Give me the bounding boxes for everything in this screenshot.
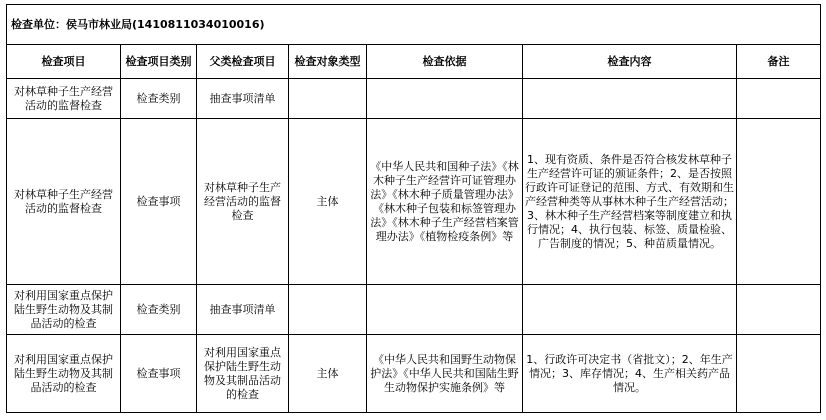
header-item: 检查项目: [7, 45, 121, 79]
cell-parent: 对林草种子生产经营活动的监督检查: [197, 119, 289, 285]
cell-item: 对利用国家重点保护陆生野生动物及其制品活动的检查: [7, 335, 121, 413]
cell-item: 对林草种子生产经营活动的监督检查: [7, 79, 121, 119]
inspection-table: [6, 4, 821, 413]
table-row: [7, 285, 821, 335]
cell-basis: 《中华人民共和国野生动物保护法》《中华人民共和国陆生野生动物保护实施条例》等: [367, 335, 523, 413]
cell-basis: [367, 79, 523, 119]
cell-object-type: 主体: [289, 335, 367, 413]
cell-object-type: [289, 79, 367, 119]
header-object-type: 检查对象类型: [289, 45, 367, 79]
cell-category: 检查类别: [121, 79, 197, 119]
cell-object-type: 主体: [289, 119, 367, 285]
cell-remark: [737, 79, 821, 119]
table-row: [7, 335, 821, 413]
header-category: 检查项目类别: [121, 45, 197, 79]
cell-basis: [367, 285, 523, 335]
cell-basis: 《中华人民共和国种子法》《林木种子生产经营许可证管理办法》《林木种子质量管理办法》《林木种子包装和标签管理办法》《林木种子生产经营档案管理办法》《植物检疫条例》等: [367, 119, 523, 285]
cell-parent: 抽查事项清单: [197, 285, 289, 335]
cell-content: 1、现有资质、条件是否符合核发林草种子生产经营许可证的颁证条件；2、是否按照行政许可证登记的范围、方式、有效期和生产经营种类等从事林木种子生产经营活动；3、林木种子生产经营档案等制度建立和执行情况；4、执行包装、标签、质量检验、广告制度的情况；5、种苗质量情况。: [523, 119, 737, 285]
inspection-unit-title: 检查单位：侯马市林业局(1410811034010016): [7, 5, 821, 45]
cell-remark: [737, 119, 821, 285]
header-parent: 父类检查项目: [197, 45, 289, 79]
cell-category: 检查类别: [121, 285, 197, 335]
cell-parent: 对利用国家重点保护陆生野生动物及其制品活动的检查: [197, 335, 289, 413]
cell-content: 1、行政许可决定书（省批文）；2、年生产情况；3、库存情况；4、生产相关药产品情况。: [523, 335, 737, 413]
cell-category: 检查事项: [121, 335, 197, 413]
header-remark: 备注: [737, 45, 821, 79]
table-row: [7, 119, 821, 285]
cell-parent: 抽查事项清单: [197, 79, 289, 119]
cell-content: [523, 79, 737, 119]
header-basis: 检查依据: [367, 45, 523, 79]
cell-content: [523, 285, 737, 335]
header-row: [7, 45, 821, 79]
table-row: [7, 79, 821, 119]
cell-object-type: [289, 285, 367, 335]
cell-item: 对林草种子生产经营活动的监督检查: [7, 119, 121, 285]
header-content: 检查内容: [523, 45, 737, 79]
cell-remark: [737, 335, 821, 413]
cell-category: 检查事项: [121, 119, 197, 285]
title-row: [7, 5, 821, 45]
cell-remark: [737, 285, 821, 335]
cell-item: 对利用国家重点保护陆生野生动物及其制品活动的检查: [7, 285, 121, 335]
